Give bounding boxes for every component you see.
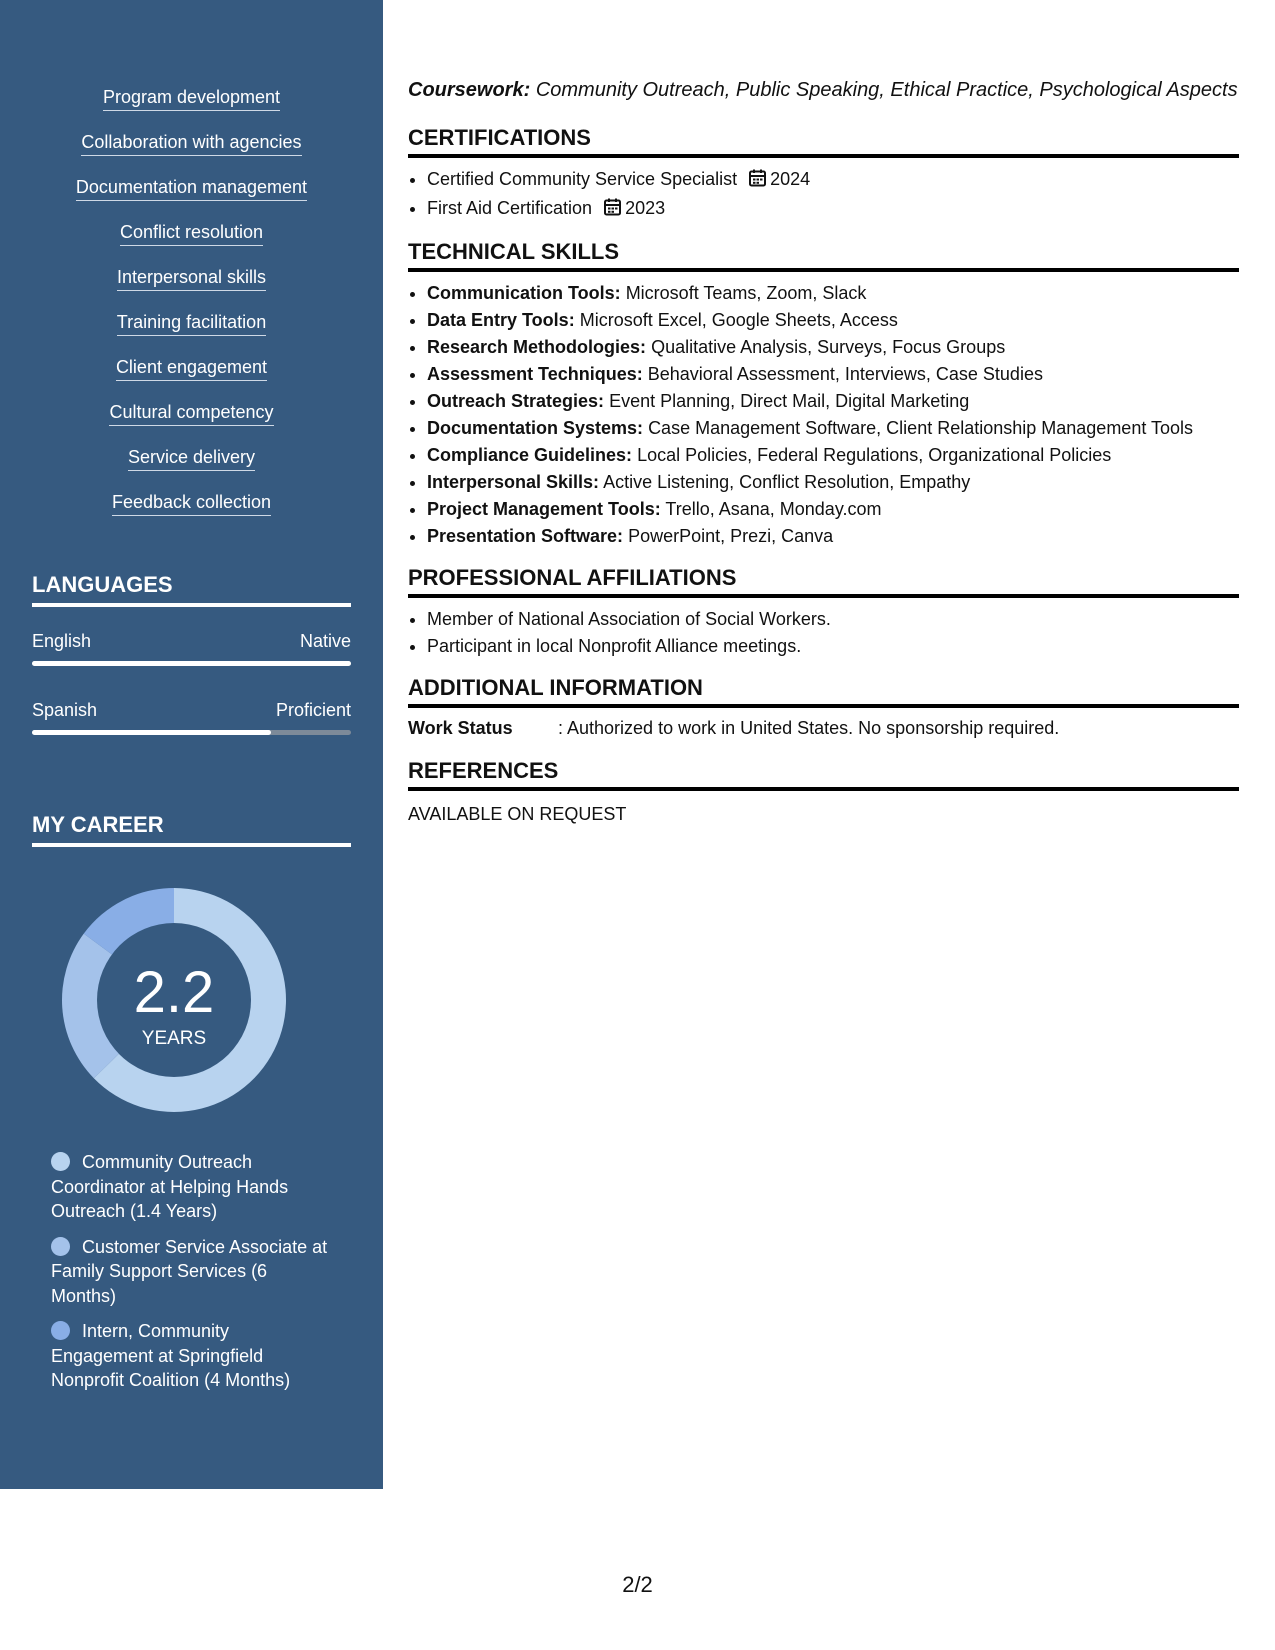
affiliations-list <box>408 606 1239 660</box>
technical-skill-item: • Project Management Tools: Trello, Asana, Monday.com <box>427 496 1239 523</box>
career-list <box>51 1150 331 1404</box>
sidebar <box>0 0 383 1489</box>
technical-skill-item: • Communication Tools: Microsoft Teams, Zoom, Slack <box>427 280 1239 307</box>
technical-skill-item: • Assessment Techniques: Behavioral Assessment, Interviews, Case Studies <box>427 361 1239 388</box>
skill-item: Feedback collection <box>0 491 383 536</box>
languages-heading: LANGUAGES <box>32 571 351 607</box>
technical-skill-item: • Compliance Guidelines: Local Policies, Federal Regulations, Organizational Policies <box>427 442 1239 469</box>
legend-dot <box>51 1321 70 1340</box>
technical-skill-item: • Data Entry Tools: Microsoft Excel, Google Sheets, Access <box>427 307 1239 334</box>
language-bar-english <box>32 661 351 666</box>
language-name: English <box>32 631 92 651</box>
language-level: Native <box>299 631 351 651</box>
coursework <box>408 78 1239 103</box>
coursework-text: Community Outreach, Public Speaking, Ethical Practice, Psychological Aspects <box>535 79 1238 101</box>
affiliation-item: • Participant in local Nonprofit Alliance meetings. <box>427 633 1239 660</box>
technical-skills-heading: TECHNICAL SKILLS <box>408 238 1239 272</box>
language-level: Proficient <box>275 700 351 720</box>
work-status-row <box>408 716 1239 740</box>
legend-dot <box>51 1237 70 1256</box>
calendar-icon <box>749 168 766 195</box>
additional-info-heading: ADDITIONAL INFORMATION <box>408 674 1239 708</box>
skill-item: Interpersonal skills <box>0 266 383 311</box>
references-heading: REFERENCES <box>408 757 1239 791</box>
calendar-icon <box>604 197 621 224</box>
work-status-value: : Authorized to work in United States. No sponsorship required. <box>558 718 1060 738</box>
career-donut-chart <box>59 885 289 1115</box>
page-number: 2/2 <box>622 1572 653 1597</box>
technical-skill-item: • Outreach Strategies: Event Planning, Direct Mail, Digital Marketing <box>427 388 1239 415</box>
technical-skill-item: • Presentation Software: PowerPoint, Prezi, Canva <box>427 523 1239 550</box>
skill-item: Service delivery <box>0 446 383 491</box>
affiliation-item: • Member of National Association of Social Workers. <box>427 606 1239 633</box>
skill-item: Cultural competency <box>0 401 383 446</box>
career-total: 2.2 <box>133 960 215 1025</box>
skill-item: Training facilitation <box>0 311 383 356</box>
work-status-label: Work Status <box>408 718 513 738</box>
language-name: Spanish <box>32 700 98 720</box>
language-bar-fill <box>32 661 351 666</box>
certification-item: • Certified Community Service Specialist 2024 <box>427 166 1239 195</box>
certification-item: • First Aid Certification 2023 <box>427 195 1239 224</box>
affiliations-heading: PROFESSIONAL AFFILIATIONS <box>408 564 1239 598</box>
skill-item: Program development <box>0 86 383 131</box>
language-bar-fill <box>32 730 271 735</box>
technical-skills-list <box>408 280 1239 550</box>
certifications-heading: CERTIFICATIONS <box>408 124 1239 158</box>
skills-list <box>0 86 383 536</box>
technical-skill-item: • Interpersonal Skills: Active Listening, Conflict Resolution, Empathy <box>427 469 1239 496</box>
skill-item: Documentation management <box>0 176 383 221</box>
coursework-label: Coursework: <box>408 79 531 101</box>
references-text: AVAILABLE ON REQUEST <box>408 804 627 824</box>
technical-skill-item: • Research Methodologies: Qualitative Analysis, Surveys, Focus Groups <box>427 334 1239 361</box>
career-item: Community Outreach Coordinator at Helping Hands Outreach (1.4 Years) <box>51 1152 289 1221</box>
language-row-spanish <box>32 699 351 721</box>
legend-dot <box>51 1152 70 1171</box>
skill-item: Collaboration with agencies <box>0 131 383 176</box>
career-unit: YEARS <box>141 1028 207 1049</box>
certification-year: 2024 <box>770 169 811 189</box>
career-item: Customer Service Associate at Family Support Services (6 Months) <box>51 1236 328 1306</box>
certifications-list <box>408 166 1239 224</box>
main-content <box>408 78 1239 826</box>
career-heading: MY CAREER <box>32 811 351 847</box>
career-item: Intern, Community Engagement at Springfield Nonprofit Coalition (4 Months) <box>51 1321 291 1390</box>
language-bar-spanish <box>32 730 351 735</box>
skill-item: Client engagement <box>0 356 383 401</box>
language-row-english <box>32 630 351 652</box>
skill-item: Conflict resolution <box>0 221 383 266</box>
certification-year: 2023 <box>625 198 666 218</box>
technical-skill-item: • Documentation Systems: Case Management Software, Client Relationship Management Tools <box>427 415 1239 442</box>
